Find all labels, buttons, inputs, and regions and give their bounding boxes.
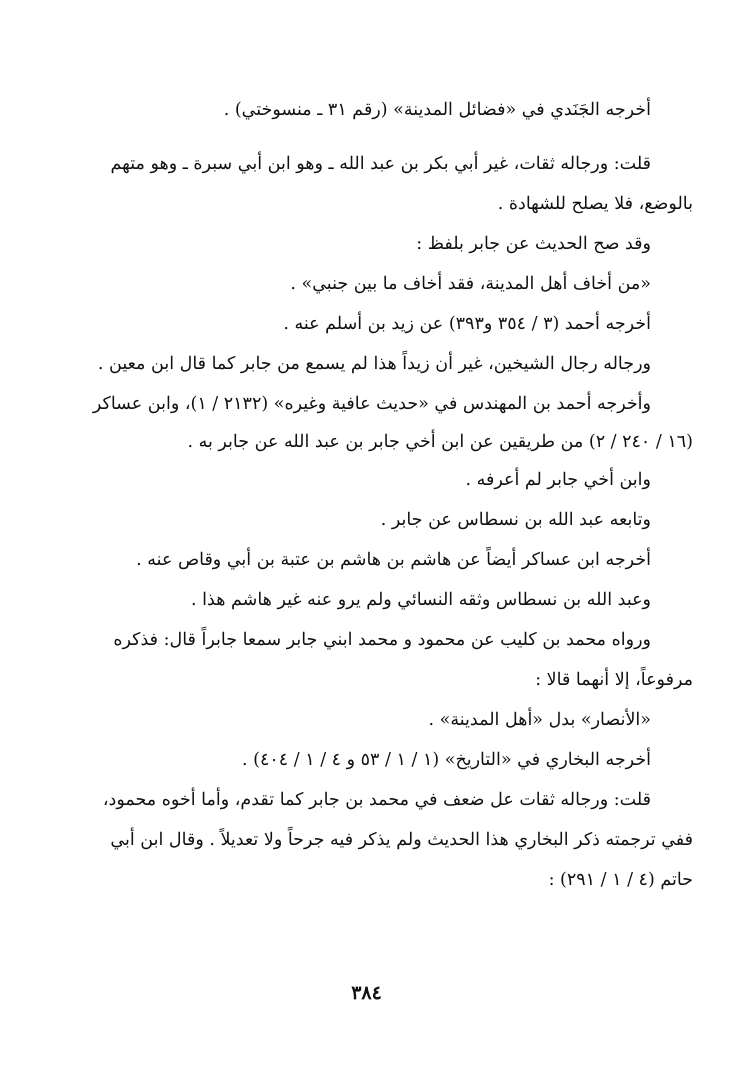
text-line: بالوضع، فلا يصلح للشهادة . [497, 194, 693, 214]
text-line: (١٦ / ٢٤٠ / ٢) من طريقين عن ابن أخي جابر بن عبد الله عن جابر به . [187, 432, 693, 452]
text-line: أخرجه الجَنَدي في «فضائل المدينة» (رقم ٣١ ـ منسوختي) . [223, 100, 651, 120]
text-line: أخرجه ابن عساكر أيضاً عن هاشم بن هاشم بن عتبة بن أبي وقاص عنه . [136, 550, 651, 570]
text-line: «الأنصار» بدل «أهل المدينة» . [428, 710, 651, 730]
text-line: وابن أخي جابر لم أعرفه . [465, 470, 651, 490]
text-line: أخرجه أحمد (٣ / ٣٥٤ و٣٩٣) عن زيد بن أسلم عنه . [283, 314, 651, 334]
text-line: وقد صح الحديث عن جابر بلفظ : [416, 234, 651, 254]
page-number: ٣٨٤ [351, 982, 382, 1004]
text-line: «من أخاف أهل المدينة، فقد أخاف ما بين جنبي» . [290, 274, 651, 294]
page-body [50, 90, 693, 900]
text-line: ورجاله رجال الشيخين، غير أن زيداً هذا لم يسمع من جابر كما قال ابن معين . [97, 354, 651, 374]
text-line: وأخرجه أحمد بن المهندس في «حديث عافية وغيره» (٢١٣٢ / ١)، وابن عساكر [92, 394, 651, 414]
text-line: ورواه محمد بن كليب عن محمود و محمد ابني جابر سمعا جابراً قال: فذكره [113, 630, 651, 650]
text-line: وعبد الله بن نسطاس وثقه النسائي ولم يرو عنه غير هاشم هذا . [191, 590, 651, 610]
text-line: وتابعه عبد الله بن نسطاس عن جابر . [380, 510, 651, 530]
text-line: قلت: ورجاله ثقات عل ضعف في محمد بن جابر كما تقدم، وأما أخوه محمود، [102, 790, 651, 810]
text-line: مرفوعاً، إلا أنهما قالا : [535, 670, 693, 690]
text-line: أخرجه البخاري في «التاريخ» (١ / ١ / ٥٣ و ٤ / ١ / ٤٠٤) . [242, 750, 651, 770]
text-line: ففي ترجمته ذكر البخاري هذا الحديث ولم يذكر فيه جرحاً ولا تعديلاً . وقال ابن أبي [110, 830, 693, 850]
text-line: قلت: ورجاله ثقات، غير أبي بكر بن عبد الله ـ وهو ابن أبي سبرة ـ وهو متهم [110, 154, 651, 174]
text-line: حاتم (٤ / ١ / ٢٩١) : [548, 870, 693, 890]
